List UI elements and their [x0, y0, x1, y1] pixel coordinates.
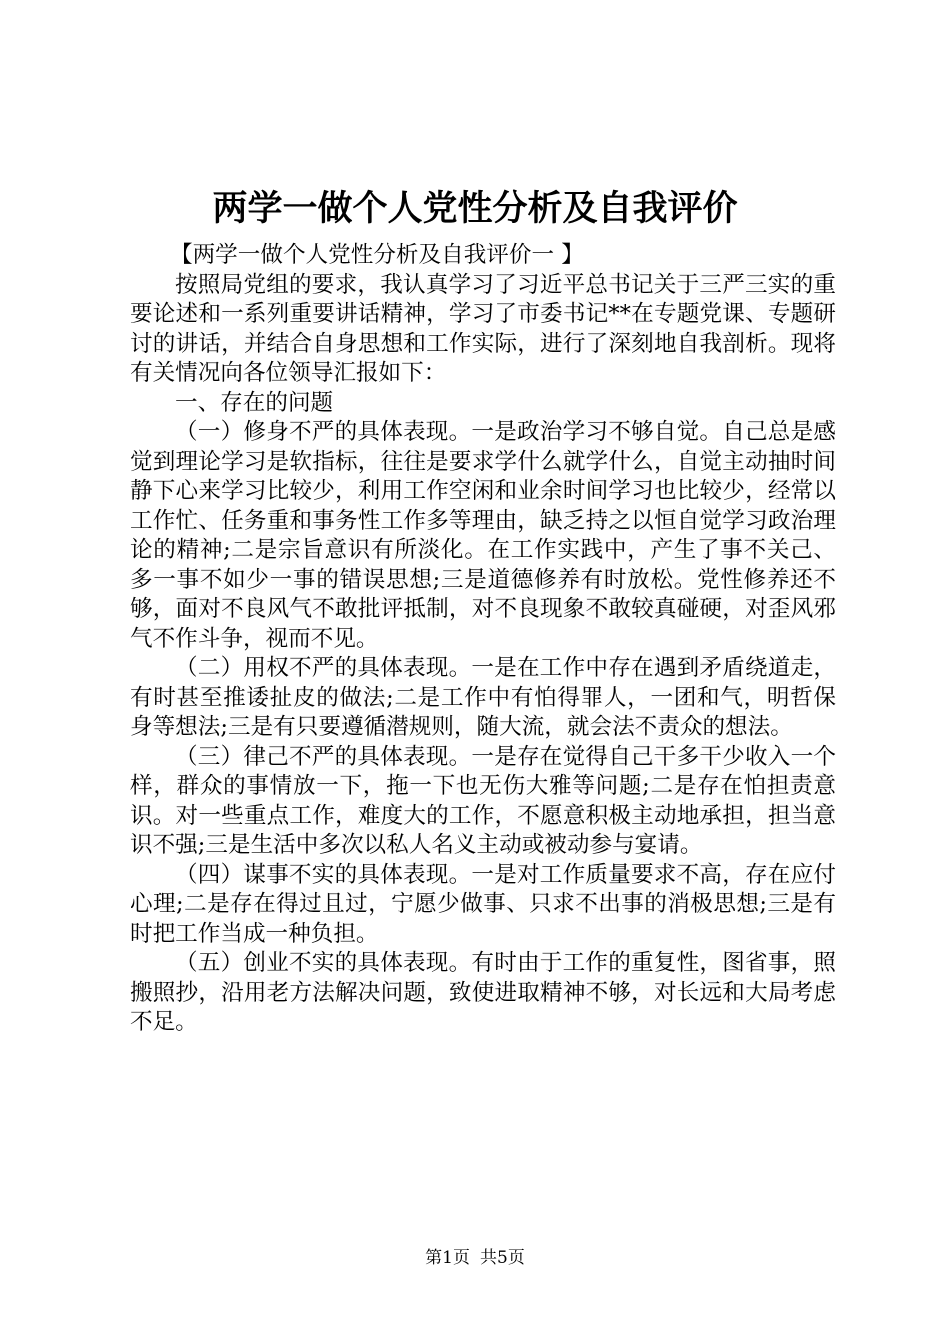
- document-subtitle: 【两学一做个人党性分析及自我评价一 】: [170, 242, 584, 268]
- paragraph-item-4: （四）谋事不实的具体表现。一是对工作质量要求不高，存在应付心理;二是存在得过且过，宁愿少做事、只求不出事的消极思想;三是有时把工作当成一种负担。: [130, 861, 836, 947]
- document-title: 两学一做个人党性分析及自我评价: [212, 188, 738, 229]
- paragraph-intro: 按照局党组的要求，我认真学习了习近平总书记关于三严三实的重要论述和一系列重要讲话精神，学习了市委书记**在专题党课、专题研讨的讲话，并结合自身思想和工作实际，进行了深刻地自我剖析。现将有关情况向各位领导汇报如下：: [130, 271, 836, 386]
- paragraph-item-2: （二）用权不严的具体表现。一是在工作中存在遇到矛盾绕道走，有时甚至推诿扯皮的做法;二是工作中有怕得罪人，一团和气，明哲保身等想法;三是有只要遵循潜规则，随大流，就会法不责众的想法。: [130, 655, 836, 740]
- paragraph-item-3: （三）律己不严的具体表现。一是存在觉得自己干多干少收入一个样，群众的事情放一下，拖一下也无伤大雅等问题;二是存在怕担责意识。对一些重点工作，难度大的工作，不愿意积极主动地承担，担当意识不强;三是生活中多次以私人名义主动或被动参与宴请。: [130, 743, 836, 858]
- page-number: 第1页: [425, 1248, 470, 1268]
- section-heading-problems: 一、存在的问题: [175, 389, 334, 416]
- paragraph-item-1: （一）修身不严的具体表现。一是政治学习不够自觉。自己总是感觉到理论学习是软指标，往往是要求学什么就学什么，自觉主动抽时间静下心来学习比较少，利用工作空闲和业余时间学习也比较少，经常以工作忙、任务重和事务性工作多等理由，缺乏持之以恒自觉学习政治理论的精神;二是宗旨意识有所淡化。在工作实践中，产生了事不关己、多一事不如少一事的错误思想;三是道德修养有时放松。党性修养还不够，面对不良风气不敢批评抵制，对不良现象不敢较真碰硬，对歪风邪气不作斗争，视而不见。: [130, 419, 836, 652]
- page-footer: [0, 1243, 950, 1268]
- page-total: 共5页: [480, 1248, 525, 1268]
- paragraph-item-5: （五）创业不实的具体表现。有时由于工作的重复性，图省事，照搬照抄，沿用老方法解决问题，致使进取精神不够，对长远和大局考虑不足。: [130, 950, 836, 1035]
- document-body: [130, 212, 836, 1038]
